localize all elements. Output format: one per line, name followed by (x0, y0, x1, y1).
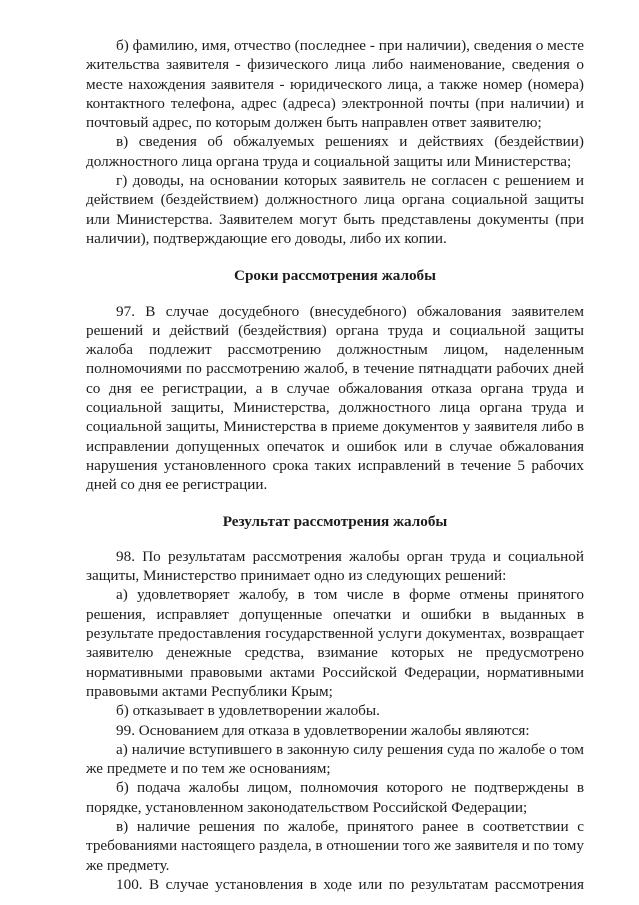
section-heading-review-result: Результат рассмотрения жалобы (222, 512, 448, 530)
paragraph-99-b: б) подача жалобы лицом, полномочия которого не подтверждены в порядке, установленном законодательством Российской Федерации; (86, 779, 584, 816)
document-page (86, 36, 584, 894)
paragraph-b-applicant-details: б) фамилию, имя, отчество (последнее - при наличии), сведения о месте жительства заявителя - физического лица либо наименование, сведения о месте нахождения заявителя - юридического лица, а также номер (номера) контактного телефона, адрес (адреса) электронной почты (при наличии) и почтовый адрес, по которым должен быть направлен ответ заявителю; (86, 37, 584, 132)
paragraph-v-appealed-decisions: в) сведения об обжалуемых решениях и действиях (бездействии) должностного лица органа труда и социальной защиты или Министерства; (86, 133, 584, 170)
paragraph-99: 99. Основанием для отказа в удовлетворении жалобы являются: (116, 721, 530, 739)
paragraph-99-v: в) наличие решения по жалобе, принятого ранее в соответствии с требованиями настоящего раздела, в отношении того же заявителя и по тому же предмету. (86, 817, 585, 874)
paragraph-99-a: а) наличие вступившего в законную силу решения суда по жалобе о том же предмете и по тем же основаниям; (86, 740, 584, 778)
paragraph-97: 97. В случае досудебного (внесудебного) обжалования заявителем решений и действий (бездействия) органа труда и социальной защиты жалоба подлежит рассмотрению должностным лицом, наделенным полномочиями по рассмотрению жалоб, в течение пятнадцати рабочих дней со дня ее регистрации, а в случае обжалования отказа органа труда и социальной защиты, Министерства, должностного лица органа труда и социальной защиты, Министерства в приеме документов у заявителя либо в исправлении допущенных опечаток и ошибок или в случае обжалования нарушения установленного срока таких исправлений в течение 5 рабочих дней со дня ее регистрации. (86, 302, 584, 494)
paragraph-98-a: а) удовлетворяет жалобу, в том числе в форме отмены принятого решения, исправляет допущенные опечатки и ошибки в выданных в результате предоставления государственной услуги документах, возвращает заявителю денежные средства, взимание которых не предусмотрено нормативными правовыми актами Российской Федерации, нормативными правовыми актами Республики Крым; (86, 586, 584, 700)
paragraph-98-b: б) отказывает в удовлетворении жалобы. (116, 702, 380, 720)
section-heading-review-terms: Сроки рассмотрения жалобы (233, 267, 437, 285)
paragraph-100-start: 100. В случае установления в ходе или по результатам рассмотрения (116, 875, 584, 893)
paragraph-g-arguments: г) доводы, на основании которых заявитель не согласен с решением и действием (бездействием) должностного лица органа социальной защиты или Министерства. Заявителем могут быть представлены документы (при наличии), подтверждающие его доводы, либо их копии. (86, 172, 584, 247)
paragraph-98: 98. По результатам рассмотрения жалобы орган труда и социальной защиты, Министерство принимает одно из следующих решений: (86, 547, 584, 585)
